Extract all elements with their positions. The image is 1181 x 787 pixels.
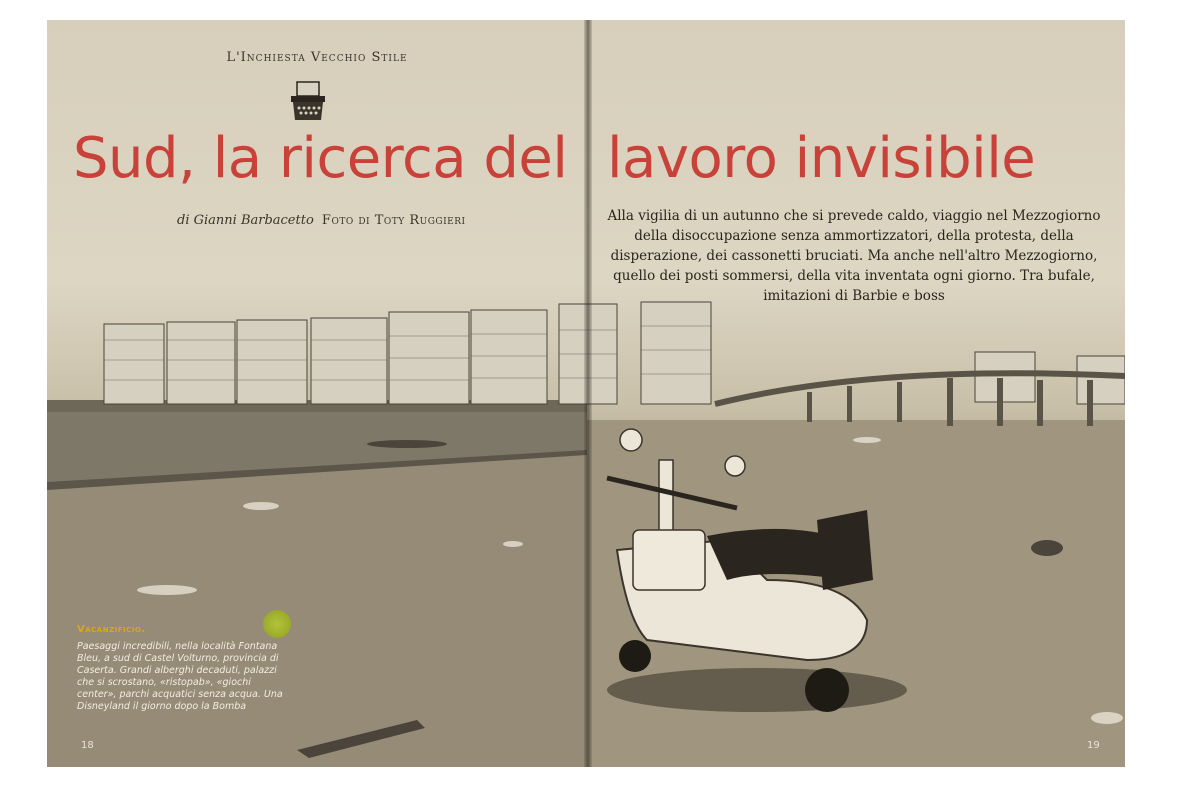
caption-body: Paesaggi incredibili, nella località Fontana Bleu, a sud di Castel Volturno, provincia di Caserta. Grandi alberghi decaduti, palazzi che si scrostano, «ristopab», «giochi center», parchi acquatici senza acqua. Una Disneyland il giorno dopo la Bomba: [77, 641, 283, 712]
elevated-highway: [715, 373, 1125, 404]
caption-title: Vacanzificio.: [77, 624, 146, 635]
article-deck: Alla vigilia di un autunno che si prevede caldo, viaggio nel Mezzogiorno della disoccupazione senza ammortizzatori, della protesta, della disperazione, dei cassonetti bruciati. Ma anche nell'altro Mezzogiorno, quello dei posti sommersi, della vita inventata ogni giorno. Tra bufale, imitazioni di Barbie e boss: [607, 208, 1101, 304]
page-number-left: 18: [81, 740, 94, 751]
page-number-right: 19: [1087, 740, 1100, 751]
magazine-spread: [47, 20, 1125, 767]
author-credit: di Gianni Barbacetto: [177, 213, 314, 228]
headline-right: lavoro invisibile: [607, 126, 1036, 191]
photo-caption: [77, 624, 287, 713]
typewriter-icon: [289, 80, 327, 124]
section-kicker: L'Inchiesta Vecchio Stile: [226, 50, 408, 65]
headline-left: Sud, la ricerca del: [73, 126, 568, 191]
byline: [177, 213, 466, 228]
photo-credit: Foto di Toty Ruggieri: [321, 213, 466, 228]
